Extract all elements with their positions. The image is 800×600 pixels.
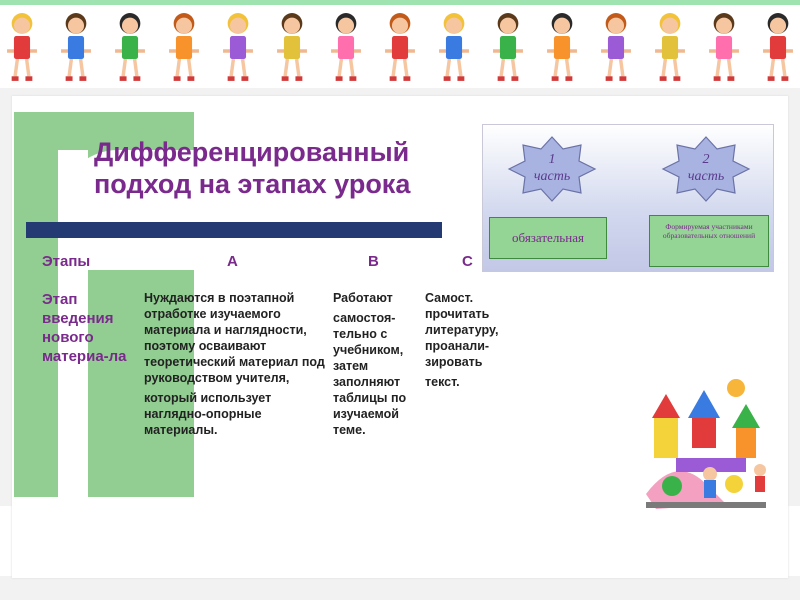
- cell-c-text-1: Самост. прочитать литературу, проанали-зировать: [425, 291, 499, 369]
- children-chain-top-illustration: [0, 5, 800, 88]
- child-figure: [277, 13, 307, 81]
- star-1-number: 1: [548, 152, 556, 167]
- cell-a-text-2: который использует наглядно-опорные материалы.: [144, 391, 272, 437]
- cell-b: [333, 290, 419, 442]
- star-2-label: [661, 151, 751, 185]
- box-participants: Формируемая участниками образовательных отношений: [649, 215, 769, 267]
- star-1-label: [507, 151, 597, 185]
- cell-b-text-2: самостоя-тельно с учебником, затем заполняют таблицы по изучаемой теме.: [333, 311, 407, 437]
- child-figure: [115, 13, 145, 81]
- cell-c: [425, 290, 517, 394]
- child-figure: [7, 13, 37, 81]
- child-figure: [439, 13, 469, 81]
- star-2-number: 2: [702, 152, 710, 167]
- child-figure: [385, 13, 415, 81]
- cell-c-text-2: текст.: [425, 375, 460, 389]
- cell-b-text-1: Работают: [333, 291, 393, 305]
- child-figure: [655, 13, 685, 81]
- header-c: C: [462, 253, 473, 270]
- top-decoration-band: [0, 0, 800, 88]
- cell-a: [144, 290, 328, 442]
- child-figure: [223, 13, 253, 81]
- child-figure: [169, 13, 199, 81]
- header-b: B: [368, 253, 379, 270]
- title-underline-bar: [26, 222, 442, 238]
- box-mandatory: обязательная: [489, 217, 607, 259]
- child-figure: [709, 13, 739, 81]
- stage-label: Этап введения нового материа-ла: [42, 291, 127, 365]
- child-figure: [547, 13, 577, 81]
- child-figure: [61, 13, 91, 81]
- child-figure: [493, 13, 523, 81]
- star-1-text: часть: [533, 169, 571, 184]
- child-figure: [331, 13, 361, 81]
- child-figure: [763, 13, 793, 81]
- playground-illustration: [636, 374, 786, 514]
- header-a: A: [227, 253, 238, 270]
- parts-diagram: [482, 124, 774, 272]
- star-2-text: часть: [687, 169, 725, 184]
- slide-title: Дифференцированный подход на этапах урока: [94, 137, 411, 199]
- cell-a-text-1: Нуждаются в поэтапной отработке изучаемого материала и наглядности, поэтому осваивают теоретический материал под руководством учителя,: [144, 291, 325, 385]
- header-stages: Этапы: [42, 253, 91, 270]
- child-figure: [601, 13, 631, 81]
